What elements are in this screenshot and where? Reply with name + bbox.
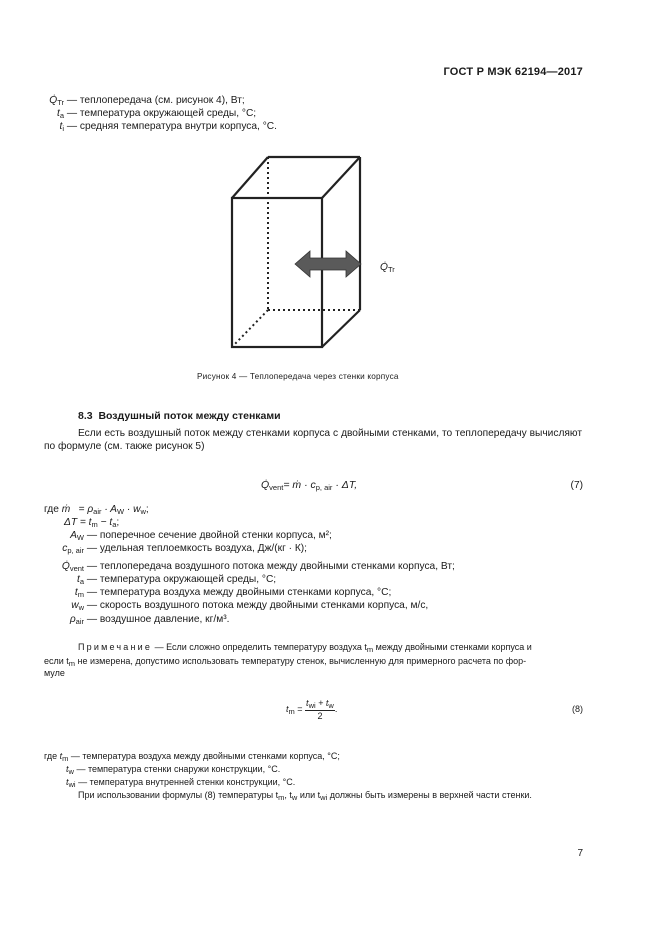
heat-flow-arrow <box>295 251 361 277</box>
definition-text: — температура окружающей среды, °С; <box>64 108 257 119</box>
formula-7: $Q̇_{vent}=$ ṁ · $c_{p, air} \cdot \Delta T$, <box>261 479 358 492</box>
note-line-2: если $t_m$ не измерена, допустимо использовать температуру стенок, вычисленную для примерного расчета по фор- <box>44 656 527 668</box>
formula-8-number: (8) <box>572 704 583 714</box>
where-m-dot: где ṁ = $\rho_{air} \cdot A_W \cdot w_w$; <box>44 504 149 516</box>
definition-c-p-air: $c_{p, air}$ — удельная теплоемкость воздуха, Дж/(кг · К); <box>62 543 307 555</box>
definition-t-m: $t_m$ — температура воздуха между двойными стенками корпуса, °С; <box>74 587 392 599</box>
note-line-3: муле <box>44 668 65 678</box>
final-paragraph: При использовании формулы (8) температуры $t_m$, $t_w$ или $t_{wi}$ должны быть измерены в верхней части стенки. <box>78 790 532 802</box>
figure-caption: Рисунок 4 — Теплопередача через стенки корпуса <box>197 372 399 381</box>
fraction-denominator: 2 <box>317 711 323 721</box>
definition-t-w: $t_w$ — температура стенки снаружи конструкции, °С. <box>66 764 281 776</box>
page-number: 7 <box>577 848 583 859</box>
definition-rho-air: $\rho_{air}$ — воздушное давление, кг/м³. <box>69 614 230 626</box>
definition-t-wi: $t_{wi}$ — температура внутренней стенки конструкции, °С. <box>66 777 296 789</box>
definition-t-m-2: где $t_m$ — температура воздуха между двойными стенками корпуса, °С; <box>44 751 340 763</box>
definition-q-vent: $Q̇_{vent}$ — теплопередача воздушного потока между двойными стенками корпуса, Вт; <box>61 561 455 573</box>
definition-t-i <box>44 120 277 135</box>
arrow-label: $Q̇_{Tr}$ <box>380 262 395 274</box>
document-header: ГОСТ Р МЭК 62194—2017 <box>443 66 583 78</box>
where-delta-t: $\Delta T = t_m - t_a$; <box>64 517 120 529</box>
definition-symbol: $t_i$ <box>59 121 64 133</box>
definition-a-w: $A_W$ — поперечное сечение двойной стенки корпуса, м²; <box>70 530 332 542</box>
definition-t-a-2: $t_a$ — температура окружающей среды, °С; <box>76 574 277 586</box>
formula-7-number: (7) <box>570 480 583 491</box>
note-line-1: Примечание — Если сложно определить температуру воздуха $t_m$ между двойными стенками корпуса и <box>78 642 532 654</box>
visible-edges <box>232 157 360 347</box>
definition-text: — теплопередача (см. рисунок 4), Вт; <box>64 95 245 106</box>
fraction-numerator: $t_{wi} + t_w$ <box>306 698 334 710</box>
formula-8: $t_m$ = $t_{wi} + t_w$ 2 . <box>286 698 338 721</box>
section-intro: Если есть воздушный поток между стенками корпуса с двойными стенками, то теплопередачу вычисляют по формуле (см. также рисунок 5) <box>44 428 582 452</box>
definition-text: — средняя температура внутри корпуса, °С. <box>64 121 277 132</box>
definition-symbol: $t_a$ <box>56 108 64 120</box>
definition-w-w: $w_w$ — скорость воздушного потока между двойными стенками корпуса, м/с, <box>71 600 429 612</box>
section-heading: 8.3 Воздушный поток между стенками <box>78 410 281 422</box>
definition-symbol: $Q̇_{Tr}$ <box>49 95 64 107</box>
figure-heat-transfer-box <box>220 150 440 360</box>
hidden-edges <box>232 157 360 347</box>
